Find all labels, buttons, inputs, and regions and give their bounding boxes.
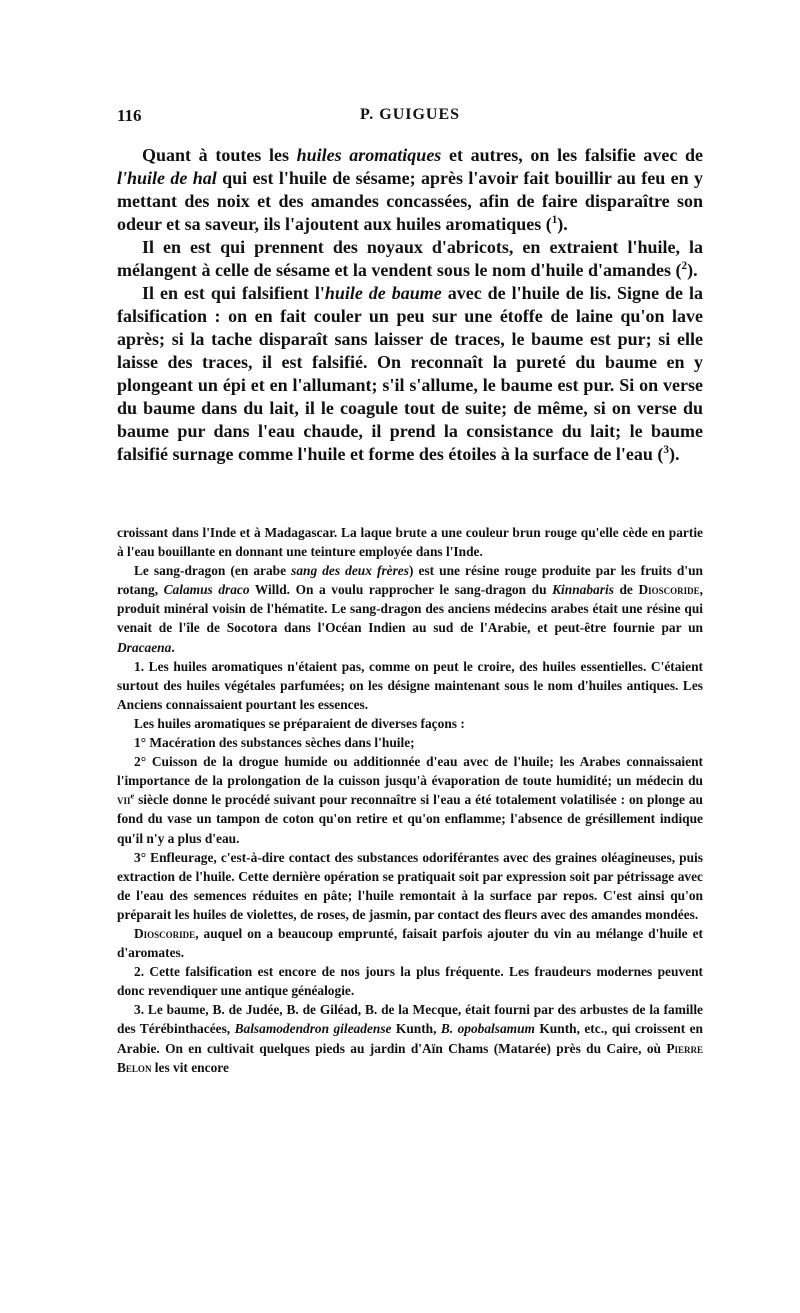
italic-term: Calamus draco (163, 582, 250, 598)
footnote-2: 2. Cette falsification est encore de nos jours la plus fréquente. Les fraudeurs modernes peuvent donc revendiquer une antique généalogie. (117, 964, 703, 999)
italic-term: huiles aromatiques (296, 145, 442, 165)
author-name: Pierre Belon (117, 1040, 703, 1075)
italic-term: huile de baume (324, 283, 442, 303)
footnote-paragraph: Les huiles aromatiques se préparaient de diverses façons : (134, 715, 465, 731)
italic-term: l'huile de hal (117, 168, 217, 188)
italic-term: Kinnabaris (552, 582, 614, 598)
main-paragraph-1: Quant à toutes les huiles aromatiques et autres, on les falsifie avec de l'huile de hal qui est l'huile de sésame; après l'avoir fait bouillir au feu en y mettant des noix et des amandes concassées, afin de faire disparaître son odeur et sa saveur, ils l'ajoutent aux huiles aromatiques ($^1$). (117, 145, 703, 234)
footnote-continued: croissant dans l'Inde et à Madagascar. La laque brute a une couleur brun rouge qu'elle cède en partie à l'eau bouillante en donnant une teinture employée dans l'Inde. (117, 525, 703, 560)
page-header (117, 106, 703, 130)
italic-term: Balsamodendron gileadense (234, 1021, 392, 1037)
footnote-paragraph: Dioscoride, auquel on a beaucoup emprunté, faisait parfois ajouter du vin au mélange d'huile et d'aromates. (117, 925, 703, 961)
italic-term: B. opobalsamum (440, 1021, 535, 1037)
footnote-paragraph: 2° Cuisson de la drogue humide ou additionnée d'eau avec de l'huile; les Arabes connaissaient l'importance de la prolongation de la cuisson jusqu'à évaporation de toute humidité; un médecin du vii$^e$ siècle donne le procédé suivant pour reconnaître si l'eau a été totalement volatilisée : on plonge au fond du vase un tampon de coton qu'on retire et qu'on enflamme; l'absence de grésillement indique qu'il n'y a plus d'eau. (117, 754, 703, 846)
footnote-3: 3. Le baume, B. de Judée, B. de Giléad, B. de la Mecque, était fourni par des arbustes de la famille des Térébinthacées, Balsamodendron gileadense Kunth, B. opobalsamum Kunth, etc., qui croissent en Arabie. On en cultivait quelques pieds au jardin d'Aïn Chams (Matarée) près du Caire, où Pierre Belon les vit encore (117, 1002, 703, 1075)
author-name: Dioscoride (134, 925, 196, 941)
footnotes (117, 523, 703, 1077)
footnote-ref: 2 (681, 260, 688, 272)
main-paragraph-2: Il en est qui prennent des noyaux d'abricots, en extraient l'huile, la mélangent à celle de sésame et la vendent sous le nom d'huile d'amandes ($^2$). (117, 237, 703, 280)
footnote-paragraph: 1° Macération des substances sèches dans l'huile; (134, 735, 415, 751)
main-text (117, 144, 703, 466)
footnote-paragraph: Le sang-dragon (en arabe sang des deux frères) est une résine rouge produite par les fruits d'un rotang, Calamus draco Willd. On a voulu rapprocher le sang-dragon du Kinnabaris de Dioscoride, produit minéral voisin de l'hématite. Le sang-dragon des anciens médecins arabes était une résine qui venait de l'île de Socotora dans l'Océan Indien au sud de l'Arabie, et peut-être fournie par un Dracaena. (117, 563, 703, 655)
page-number: 116 (117, 106, 142, 125)
footnote-paragraph: 3° Enfleurage, c'est-à-dire contact des substances odoriférantes avec des graines oléagineuses, puis extraction de l'huile. Cette dernière opération se pratiquait soit par expression soit par pétrissage avec de l'eau des semences réduites en pâte; l'huile remontait à la surface par repos. C'est ainsi qu'on préparait les huiles de violettes, de roses, de jasmin, par contact des fleurs avec des amandes mondées. (117, 849, 703, 922)
main-paragraph-3: Il en est qui falsifient l'huile de baume avec de l'huile de lis. Signe de la falsification : on en fait couler un peu sur une étoffe de laine qu'on lave après; si la tache disparaît sans laisser de traces, le baume est pur; si elle laisse des traces, il est falsifié. On reconnaît la pureté du baume en y plongeant un épi et en l'allumant; s'il s'allume, le baume est pur. Si on verse du baume dans du lait, il le coagule tout de suite; de même, si on verse du baume pur dans l'eau chaude, il prend la consistance du lait; le baume falsifié surnage comme l'huile et forme des étoiles à la surface de l'eau ($^3$). (117, 283, 703, 464)
italic-term: Dracaena (117, 639, 172, 655)
italic-term: sang des deux frères (291, 563, 409, 579)
author-name: Dioscoride (638, 582, 700, 598)
footnote-1: 1. Les huiles aromatiques n'étaient pas, comme on peut le croire, des huiles essentielles. C'étaient surtout des huiles végétales parfumées; on les désigne maintenant sous le nom d'huiles antiques. Les Anciens connaissaient pourtant les essences. (117, 658, 703, 712)
footnote-ref: 1 (551, 214, 558, 226)
footnote-ref: 3 (663, 444, 669, 456)
running-head: P. GUIGUES (359, 106, 461, 123)
century-numeral: vii (117, 792, 131, 808)
